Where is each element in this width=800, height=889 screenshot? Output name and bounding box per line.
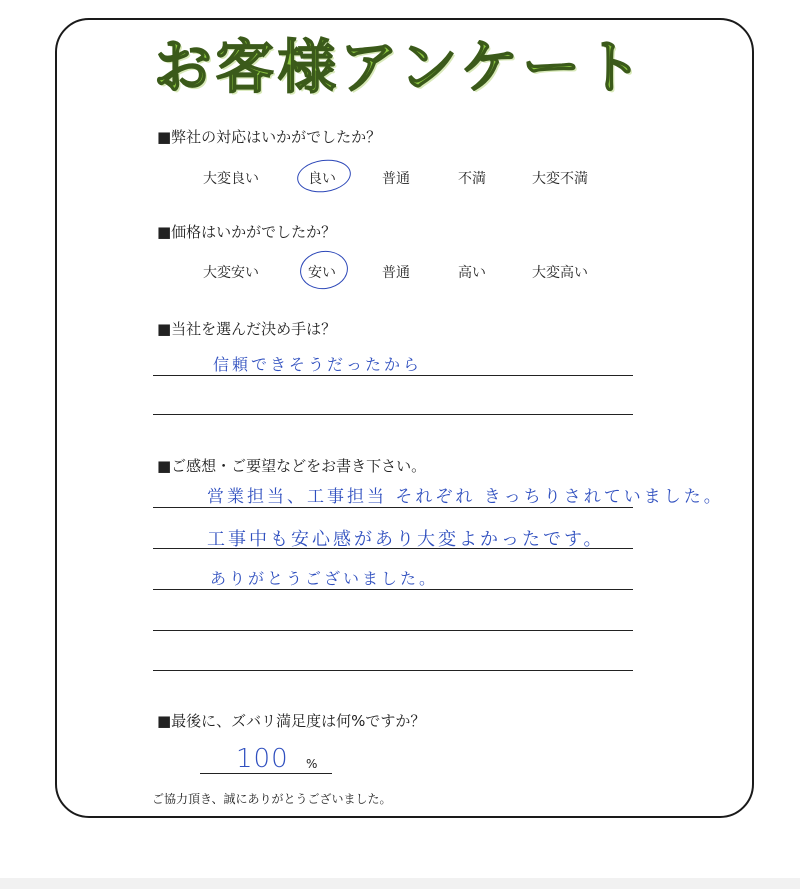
survey-title: お客様アンケート xyxy=(153,33,647,101)
answer-line xyxy=(153,507,633,508)
question-service: ■弊社の対応はいかがでしたか？ xyxy=(157,128,382,146)
question-satisfaction: ■最後に、ズバリ満足度は何%ですか？ xyxy=(157,712,426,730)
question-price: ■価格はいかがでしたか？ xyxy=(157,223,337,241)
percent-unit: % xyxy=(306,757,318,771)
answer-line xyxy=(153,589,633,590)
answer-line xyxy=(153,670,633,671)
answer-line xyxy=(153,375,633,376)
question-reason: ■当社を選んだ決め手は？ xyxy=(157,320,337,338)
handwritten-comment-line: 営業担当、工事担当 それぞれ きっちりされていました。 xyxy=(207,487,724,507)
question-comments: ■ご感想・ご要望などをお書き下さい。 xyxy=(157,457,427,475)
handwritten-comment-line: 工事中も安心感があり大変よかったです。 xyxy=(207,529,605,550)
option-very-expensive[interactable]: 大変高い xyxy=(532,265,588,281)
answer-line xyxy=(153,630,633,631)
answer-line xyxy=(153,414,633,415)
option-normal[interactable]: 普通 xyxy=(382,171,410,187)
option-cheap[interactable]: 安い xyxy=(308,265,336,281)
option-very-cheap[interactable]: 大変安い xyxy=(203,265,259,281)
option-very-good[interactable]: 大変良い xyxy=(203,171,259,187)
handwritten-comment-line: ありがとうございました。 xyxy=(210,569,439,588)
handwritten-satisfaction: 100 xyxy=(236,744,289,774)
option-good[interactable]: 良い xyxy=(308,171,336,187)
option-very-dissatisfied[interactable]: 大変不満 xyxy=(532,171,588,187)
option-price-normal[interactable]: 普通 xyxy=(382,265,410,281)
answer-line xyxy=(153,548,633,549)
option-expensive[interactable]: 高い xyxy=(458,265,486,281)
thank-you-note: ご協力頂き、誠にありがとうございました。 xyxy=(152,792,392,806)
handwritten-reason: 信頼できそうだったから xyxy=(213,355,423,374)
scan-bottom-band xyxy=(0,878,800,889)
satisfaction-line xyxy=(200,773,332,774)
option-dissatisfied[interactable]: 不満 xyxy=(458,171,486,187)
